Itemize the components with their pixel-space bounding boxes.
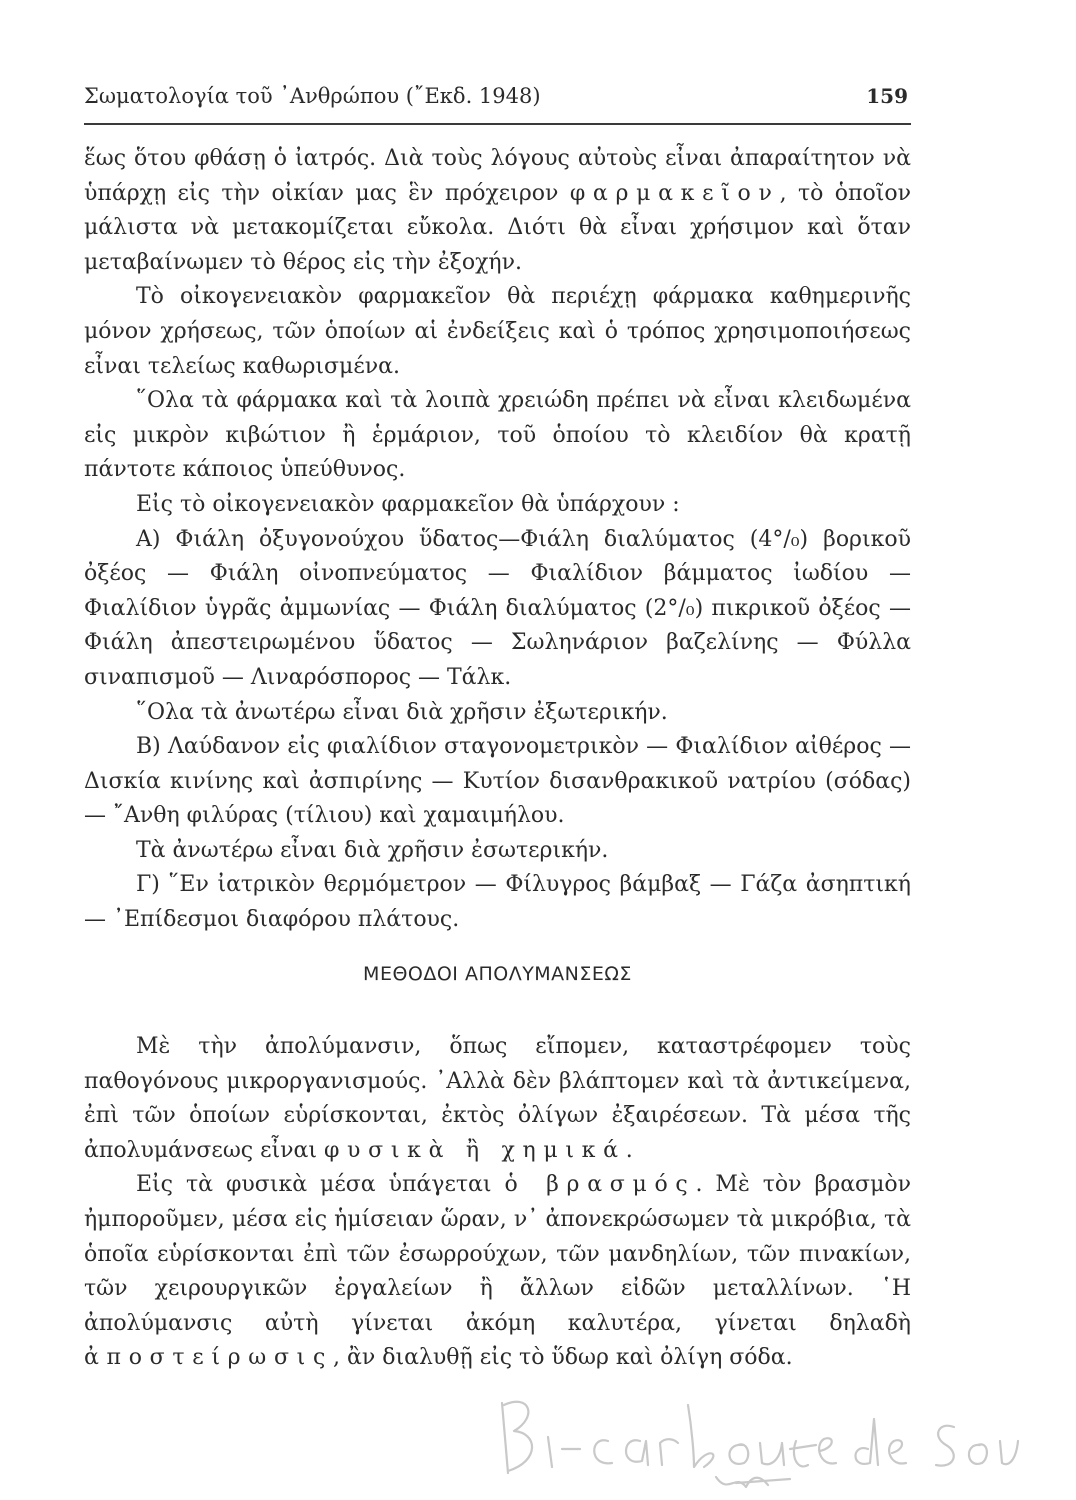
text-segment: ῞Ολα τὰ ἀνωτέρω εἶναι διὰ χρῆσιν ἐξωτερικήν.	[136, 699, 668, 725]
paragraph	[84, 280, 911, 384]
text-segment: Τὸ οἰκογενειακὸν φαρμακεῖον θὰ περιέχῃ φάρμακα καθημερινῆς μόνον χρήσεως, τῶν ὁποίων αἱ ἐνδείξεις καὶ ὁ τρόπος χρησιμοποιήσεως εἶναι τελείως καθωρισμένα.	[84, 284, 911, 379]
emphasized-term: φαρμακεῖον	[569, 180, 780, 206]
paragraph	[84, 384, 911, 488]
emphasized-term: ὁ βρασμός	[504, 1172, 696, 1198]
text-segment: ἕως ὅτου φθάσῃ ὁ ἰατρός. Διὰ τοὺς λόγους αὐτοὺς εἶναι ἀπαραίτητον νὰ ὑπάρχῃ εἰς τὴν οἰκίαν μας ἓν πρόχειρον	[84, 146, 911, 206]
text-segment: Α) Φιάλη ὀξυγονούχου ὕδατος—Φιάλη διαλύματος (4°/₀) βορικοῦ ὀξέος — Φιάλη οἰνοπνεύματος — Φιαλίδιον βάμματος ἰωδίου — Φιαλίδιον ὑγρᾶς ἀμμωνίας — Φιάλη διαλύματος (2°/₀) πικρικοῦ ὀξέος — Φιάλη ἀπεστειρωμένου ὕδατος — Σωληνάριον βαζελίνης — Φύλλα σιναπισμοῦ — Λιναρόσπορος — Τάλκ.	[84, 526, 911, 690]
paragraph	[84, 834, 911, 869]
text-segment: , τὸ ὁποῖον μάλιστα νὰ μετακομίζεται εὔκολα. Διότι θὰ εἶναι χρήσιμον καὶ ὅταν μεταβαίνωμεν τὸ θέρος εἰς τὴν ἐξοχήν.	[84, 180, 911, 275]
running-title: Σωματολογία τοῦ ᾿Ανθρώπου (῎Εκδ. 1948)	[84, 84, 541, 108]
text-segment: Τὰ ἀνωτέρω εἶναι διὰ χρῆσιν ἐσωτερικήν.	[136, 837, 609, 863]
paragraph	[84, 488, 911, 523]
paragraph	[84, 696, 911, 731]
text-segment: ῞Ολα τὰ φάρμακα καὶ τὰ λοιπὰ χρειώδη πρέπει νὰ εἶναι κλειδωμένα εἰς μικρὸν κιβώτιον ἢ ἑρμάριον, τοῦ ὁποίου τὸ κλειδίον θὰ κρατῇ πάντοτε κάποιος ὑπεύθυνος.	[84, 388, 911, 483]
section-heading: ΜΕΘΟΔΟΙ ΑΠΟΛΥΜΑΝΣΕΩΣ	[363, 963, 632, 985]
body-text	[84, 142, 911, 938]
paragraph	[84, 1168, 911, 1376]
paragraph	[84, 868, 911, 937]
text-segment: Εἰς τὰ φυσικὰ μέσα ὑπάγεται	[136, 1172, 505, 1198]
paragraph	[84, 730, 911, 834]
text-segment: Β) Λαύδανον εἰς φιαλίδιον σταγονομετρικὸν — Φιαλίδιον αἰθέρος — Δισκία κινίνης καὶ ἀσπιρίνης — Κυτίον δισανθρακικοῦ νατρίου (σόδας) — ῎Ανθη φιλύρας (τίλιου) καὶ χαμαιμήλου.	[84, 734, 911, 829]
paragraph	[84, 142, 911, 280]
emphasized-term: φυσικὰ ἢ χημικά	[323, 1137, 626, 1163]
handwritten-note	[490, 1375, 1030, 1500]
text-segment: .	[625, 1137, 633, 1163]
paragraph	[84, 523, 911, 696]
text-segment: , ἂν διαλυθῇ εἰς τὸ ὕδωρ καὶ ὀλίγη σόδα.	[333, 1345, 793, 1371]
section-body-text	[84, 1030, 911, 1376]
text-segment: Γ) ῞Εν ἰατρικὸν θερμόμετρον — Φίλυγρος βάμβαξ — Γάζα ἀσηπτική — ᾿Επίδεσμοι διαφόρου πλάτους.	[84, 872, 911, 933]
page-number: 159	[866, 84, 908, 108]
text-segment: Μὲ τὴν ἀπολύμανσιν, ὅπως εἴπομεν, καταστρέφομεν τοὺς παθογόνους μικροργανισμούς. ᾿Αλλὰ δὲν βλάπτομεν καὶ τὰ ἀντικείμενα, ἐπὶ τῶν ὁποίων εὑρίσκονται, ἐκτὸς ὀλίγων ἐξαιρέσεων. Τὰ μέσα τῆς ἀπολυμάνσεως εἶναι	[84, 1034, 911, 1163]
emphasized-term: ἀποστείρωσις	[84, 1345, 334, 1371]
header-rule	[84, 123, 911, 125]
text-segment: . Μὲ τὸν βρασμὸν ἠμποροῦμεν, μέσα εἰς ἡμίσειαν ὥραν, ν᾿ ἀπονεκρώσωμεν τὰ μικρόβια, τὰ ὁποῖα εὑρίσκονται ἐπὶ τῶν ἐσωρρούχων, τῶν μανδηλίων, τῶν πινακίων, τῶν χειρουργικῶν ἐργαλείων ἢ ἄλλων εἰδῶν μεταλλίνων. ῾Η ἀπολύμανσις αὐτὴ γίνεται ἀκόμη καλυτέρα, γίνεται δηλαδὴ	[84, 1172, 911, 1336]
text-segment: Εἰς τὸ οἰκογενειακὸν φαρμακεῖον θὰ ὑπάρχουν :	[136, 491, 680, 517]
page-header	[84, 84, 908, 108]
paragraph	[84, 1030, 911, 1168]
